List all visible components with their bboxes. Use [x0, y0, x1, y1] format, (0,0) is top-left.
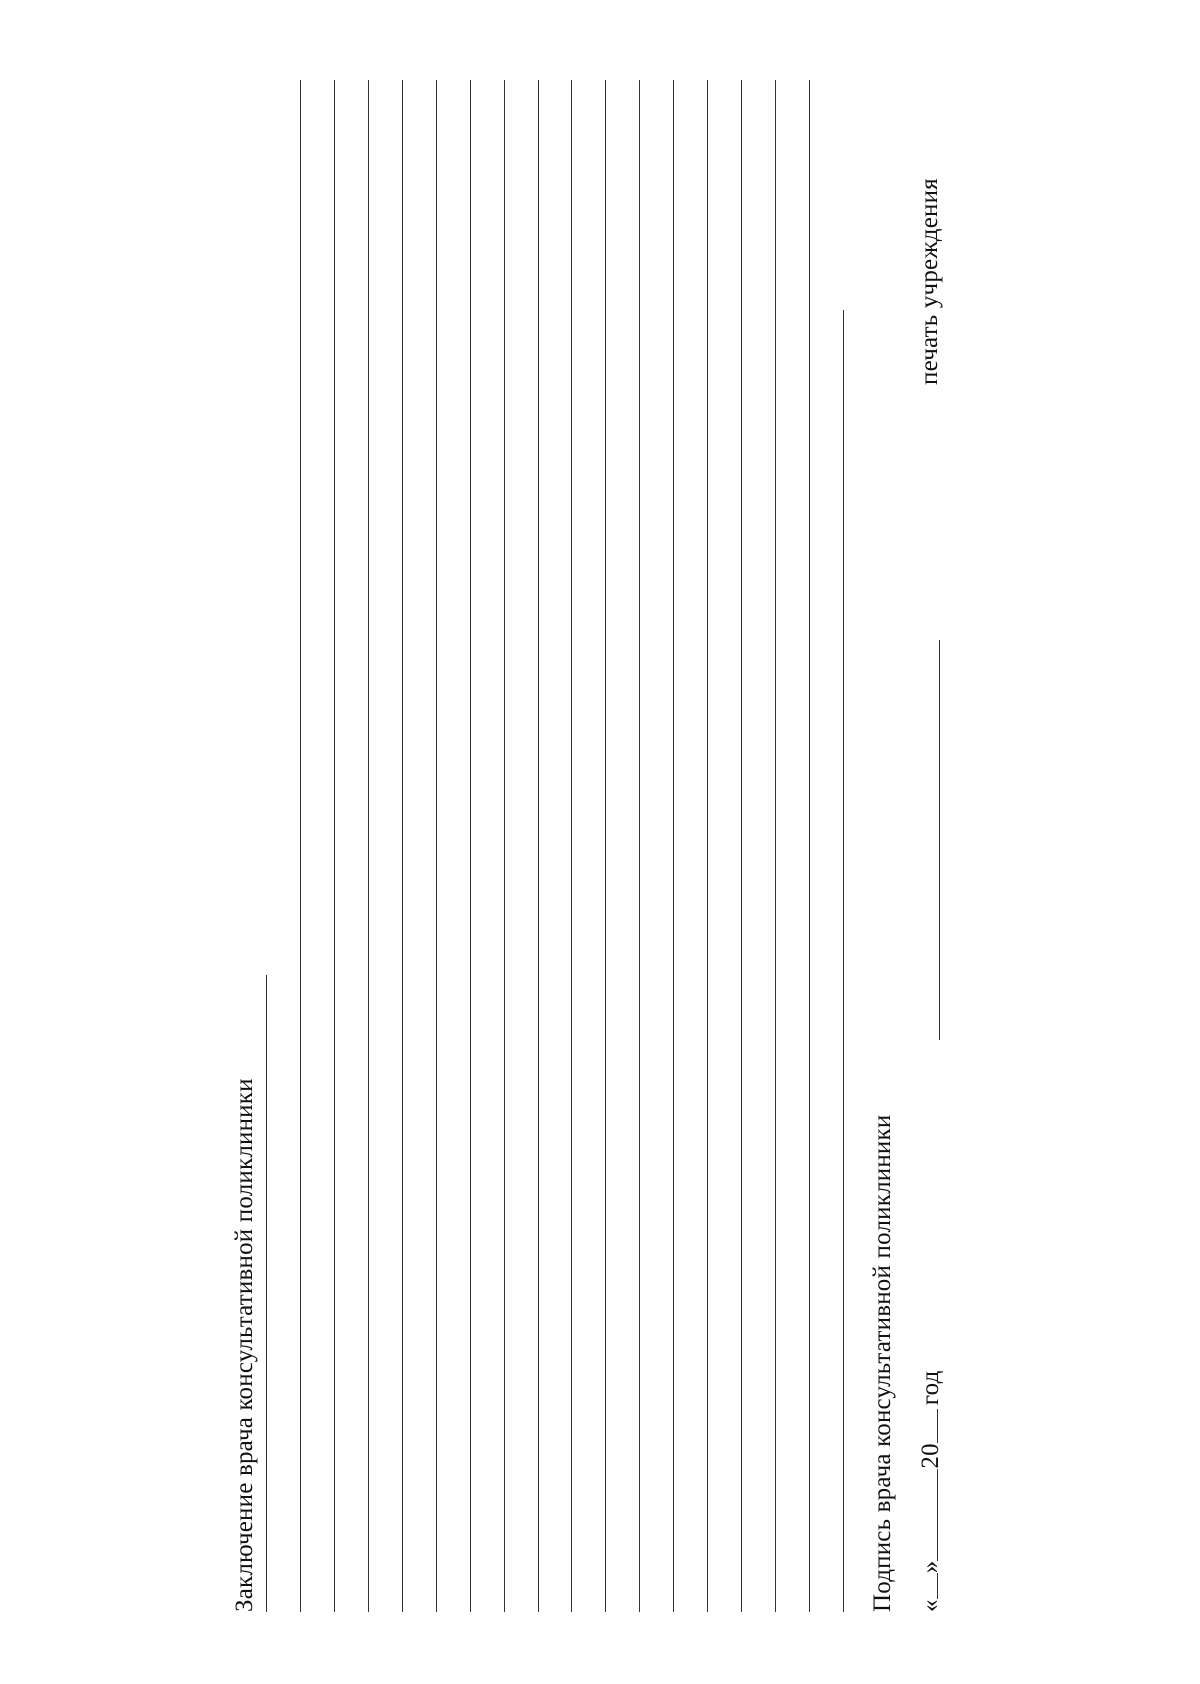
date-day-blank[interactable]: [917, 1573, 938, 1599]
ruled-line[interactable]: [538, 80, 539, 1612]
date-row-text: [917, 1370, 943, 1612]
conclusion-heading: [232, 1078, 257, 1612]
ruled-line[interactable]: [300, 80, 301, 1612]
ruled-line[interactable]: [266, 975, 267, 1612]
stamp-row: [917, 178, 942, 385]
ruled-line[interactable]: [673, 80, 674, 1612]
conclusion-label: Заключение врача консультативной поликлиники: [231, 1078, 258, 1612]
signature-row: [870, 1115, 895, 1612]
date-year-word: год: [917, 1370, 944, 1406]
ruled-line[interactable]: [809, 80, 810, 1612]
date-month-blank[interactable]: [917, 1469, 938, 1561]
ruled-line[interactable]: [470, 80, 471, 1612]
date-year-blank[interactable]: [917, 1409, 938, 1443]
stamp-label: печать учреждения: [916, 178, 943, 385]
ruled-line[interactable]: [402, 80, 403, 1612]
ruled-line[interactable]: [605, 80, 606, 1612]
ruled-line[interactable]: [741, 80, 742, 1612]
signature-blank-line[interactable]: [939, 640, 940, 1040]
ruled-line[interactable]: [707, 80, 708, 1612]
ruled-line[interactable]: [639, 80, 640, 1612]
ruled-line[interactable]: [504, 80, 505, 1612]
ruled-line[interactable]: [436, 80, 437, 1612]
ruled-line[interactable]: [571, 80, 572, 1612]
date-open-quote: «: [917, 1599, 944, 1612]
ruled-line[interactable]: [334, 80, 335, 1612]
ruled-line[interactable]: [843, 310, 844, 1612]
date-century: 20: [917, 1443, 944, 1469]
signature-label: Подпись врача консультативной поликлиники: [869, 1114, 896, 1612]
ruled-line[interactable]: [775, 80, 776, 1612]
ruled-line[interactable]: [368, 80, 369, 1612]
date-close-quote: »: [917, 1560, 944, 1574]
